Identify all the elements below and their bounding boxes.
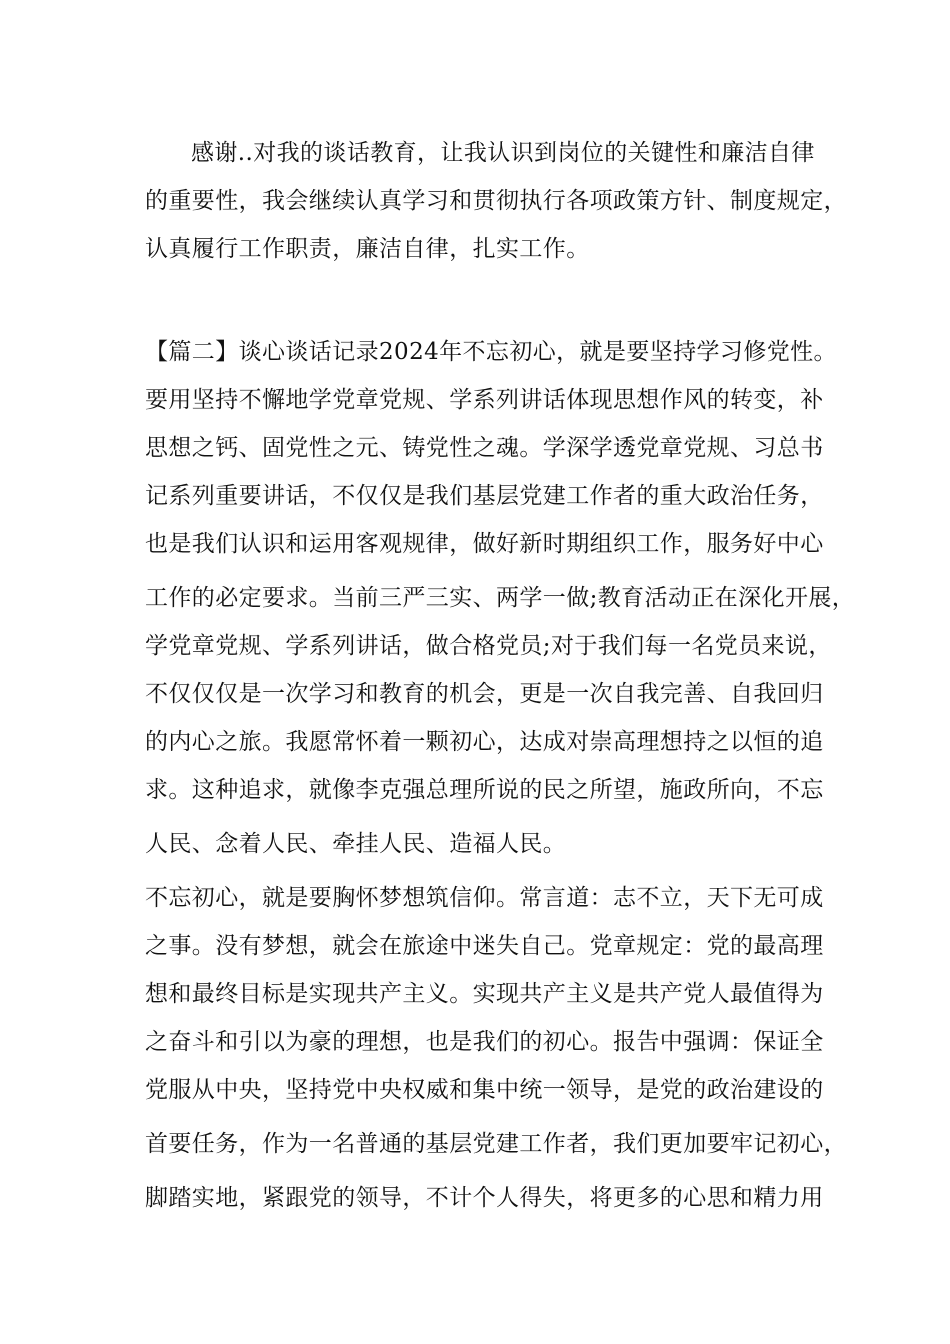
paragraph-2-line-11: 人民、念着人民、牵挂人民、造福人民。 [145,831,567,857]
paragraph-2-line-9: 的内心之旅。我愿常怀着一颗初心，达成对崇高理想持之以恒的追 [145,729,824,755]
paragraph-2-line-7: 学党章党规、学系列讲话，做合格党员;对于我们每一名党员来说， [145,633,832,659]
paragraph-3-line-1: 不忘初心，就是要胸怀梦想筑信仰。常言道：志不立，天下无可成 [145,885,824,911]
paragraph-1-line-2: 的重要性，我会继续认真学习和贯彻执行各项政策方针、制度规定， [145,188,847,214]
paragraph-3-line-3: 想和最终目标是实现共产主义。实现共产主义是共产党人最值得为 [145,981,824,1007]
paragraph-3-line-4: 之奋斗和引以为豪的理想，也是我们的初心。报告中强调：保证全 [145,1029,824,1055]
paragraph-2-line-10: 求。这种追求，就像李克强总理所说的民之所望，施政所向，不忘 [145,777,824,803]
paragraph-2-line-5: 也是我们认识和运用客观规律，做好新时期组织工作，服务好中心 [145,531,824,557]
paragraph-2-line-2: 要用坚持不懈地学党章党规、学系列讲话体现思想作风的转变，补 [145,387,824,413]
paragraph-2-line-8: 不仅仅仅是一次学习和教育的机会，更是一次自我完善、自我回归 [145,681,824,707]
paragraph-2-line-1: 【篇二】谈心谈话记录2024年不忘初心，就是要坚持学习修党性。 [145,339,837,365]
paragraph-1-line-1: 感谢..对我的谈话教育，让我认识到岗位的关键性和廉洁自律 [191,140,815,166]
paragraph-3-line-7: 脚踏实地，紧跟党的领导，不计个人得失，将更多的心思和精力用 [145,1185,824,1211]
paragraph-1-line-3: 认真履行工作职责，廉洁自律，扎实工作。 [145,236,590,262]
paragraph-3-line-5: 党服从中央，坚持党中央权威和集中统一领导，是党的政治建设的 [145,1077,824,1103]
paragraph-2-line-3: 思想之钙、固党性之元、铸党性之魂。学深学透党章党规、习总书 [145,435,824,461]
paragraph-2-line-4: 记系列重要讲话，不仅仅是我们基层党建工作者的重大政治任务， [145,483,824,509]
paragraph-3-line-6: 首要任务，作为一名普通的基层党建工作者，我们更加要牢记初心， [145,1131,847,1157]
paragraph-3-line-2: 之事。没有梦想，就会在旅途中迷失自己。党章规定：党的最高理 [145,933,824,959]
paragraph-2-line-6: 工作的必定要求。当前三严三实、两学一做;教育活动正在深化开展， [145,585,856,611]
